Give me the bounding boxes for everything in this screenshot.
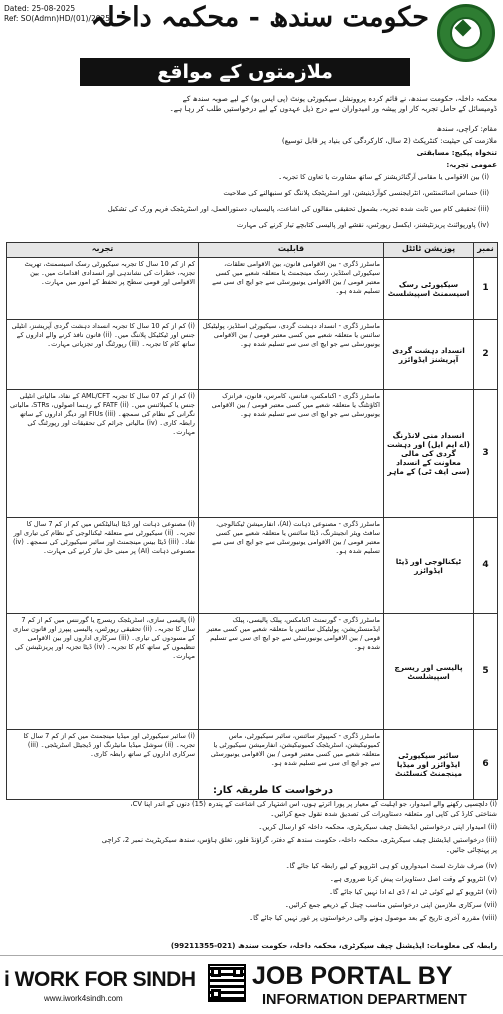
qualification-cell: ماسٹرز ڈگری - بین الاقوامی قانون، بین الاقوامی تعلقات، سیکیورٹی اسٹڈیز، رسک مینجمنٹ یا متعلقہ شعبے میں کسی معتبر قومی / بین الاقوامی یونیورسٹی سے جو ایچ ای سی سے تسلیم شدہ ہو۔ xyxy=(199,258,384,320)
header xyxy=(0,0,503,92)
application-step: (v) انٹرویو کے وقت اصل دستاویزات پیش کرنا ضروری ہے۔ xyxy=(329,875,497,883)
intro-line-2: ڈومیسائل کے حامل تجربہ کار اور پیشہ ور امیدواران سے درج ذیل عہدوں کے لیے درخواستیں طلب کر رہا ہے۔ xyxy=(169,104,497,113)
government-title: حکومت سندھ - محکمہ داخلہ xyxy=(90,2,429,33)
location: مقام: کراچی، سندھ xyxy=(436,124,497,133)
column-header-experience: تجربہ xyxy=(7,243,199,258)
general-experience-heading: عمومی تجربہ: xyxy=(446,160,497,169)
employment-status: ملازمت کی حیثیت: کنٹریکٹ (2 سال، کارکردگی کی بنیاد پر قابل توسیع) xyxy=(281,136,497,145)
table-row xyxy=(7,320,498,390)
row-number: 4 xyxy=(474,518,498,614)
table-row xyxy=(7,390,498,518)
general-experience-item: (iv) پاورپوائنٹ پریزنٹیشنز، ایکسل رپورٹس، نقشے اور پالیسی کتابچے تیار کرنے کی مہارت xyxy=(236,221,489,229)
row-number: 2 xyxy=(474,320,498,390)
column-header-position-title: پوزیشن ٹائٹل xyxy=(384,243,474,258)
application-step: (ii) امیدوار اپنی درخواستیں ایڈیشنل چیف سیکریٹری، محکمہ داخلہ کو ارسال کریں۔ xyxy=(258,823,497,831)
qualification-cell: ماسٹرز ڈگری - کمپیوٹر سائنس، سائبر سیکیورٹی، ماس کمیونیکیشن، اسٹریٹجک کمیونیکیشن، انفارمیشن سیکیورٹی یا متعلقہ شعبے میں کسی معتبر قومی / بین الاقوامی یونیورسٹی سے جو ایچ ای سی سے تسلیم شدہ ہو۔ xyxy=(199,730,384,800)
row-number: 3 xyxy=(474,390,498,518)
position-title: انسداد دہشت گردی آپریشنز ایڈوائزر xyxy=(384,320,474,390)
qr-code-icon[interactable] xyxy=(208,964,246,1002)
qualification-cell: ماسٹرز ڈگری - انسداد دہشت گردی، سیکیورٹی اسٹڈیز، پولیٹیکل سائنس یا متعلقہ شعبے میں کسی معتبر قومی / بین الاقوامی یونیورسٹی سے جو ایچ ای سی سے تسلیم شدہ ہو۔ xyxy=(199,320,384,390)
sindh-government-emblem-icon xyxy=(437,4,495,62)
application-procedure-heading: درخواست کا طریقہ کار: xyxy=(212,785,333,796)
general-experience-item: (i) بین الاقوامی یا مقامی آرگنائزیشنز کے ساتھ مشاورت یا تعاون کا تجربہ۔ xyxy=(278,173,489,181)
reference-number: Ref: SO(Admn)HD/(01)/2025 xyxy=(4,14,111,23)
table-row xyxy=(7,518,498,614)
qualification-cell: ماسٹرز ڈگری - اکنامکس، فنانس، کامرس، قانون، فرانزک اکاؤنٹنگ یا متعلقہ شعبے میں کسی معتبر قومی / بین الاقوامی یونیورسٹی سے جو ایچ ای سی سے تسلیم شدہ ہو۔ xyxy=(199,390,384,518)
general-experience-item: (iii) تحقیقی کام میں ثابت شدہ تجربہ، بشمول تحقیقی مقالوں کی اشاعت، پالیسیاں، دستورالعمل، اور اسٹریٹجک فریم ورک کی تشکیل xyxy=(107,205,489,213)
information-department-title: INFORMATION DEPARTMENT xyxy=(262,992,467,1008)
position-title: پالیسی اور ریسرچ اسپیشلسٹ xyxy=(384,614,474,730)
salary-package: تنخواہ پیکیج: مسابقتی xyxy=(416,148,497,157)
position-title: سیکیورٹی رسک اسیسمنٹ اسپیشلسٹ xyxy=(384,258,474,320)
application-step: (iv) صرف شارٹ لسٹ امیدواروں کو ہی انٹرویو کے لیے رابطہ کیا جائے گا۔ xyxy=(285,862,497,870)
footer xyxy=(0,955,503,1014)
row-number: 5 xyxy=(474,614,498,730)
iwork-for-sindh-logo: i WORK FOR SINDH xyxy=(4,968,196,991)
application-step: (vii) سرکاری ملازمین اپنی درخواستیں مناسب چینل کے ذریعے جمع کرائیں۔ xyxy=(284,901,497,909)
position-title: انسداد منی لانڈرنگ (اے ایم ایل) اور دہشت گردی کی مالی معاونت کے انسداد (سی ایف ٹی) کے ماہر xyxy=(384,390,474,518)
experience-cell: کم از کم 10 سال کا تجربہ سیکیورٹی رسک اسیسمنٹ، تھریٹ تجزیہ، خطرات کی نشاندہی اور انسدادی اقدامات میں۔ بین الاقوامی اور قومی سطح پر تحفظ کے امور میں مہارت۔ xyxy=(7,258,199,320)
application-step: (vi) انٹرویو کے لیے کوئی ٹی اے / ڈی اے ادا نہیں کیا جائے گا۔ xyxy=(328,888,497,896)
positions-table xyxy=(6,242,498,800)
experience-cell: (i) پالیسی سازی، اسٹریٹجک ریسرچ یا گورننس میں کم از کم 7 سال کا تجربہ۔ (ii) تحقیقی رپورٹس، پالیسی پیپرز اور قانون سازی کے مسودوں کی تیاری۔ (iii) سرکاری اداروں اور بین الاقوامی تنظیموں کے ساتھ کام کا تجربہ۔ (iv) ڈیٹا تجزیہ اور پریزنٹیشن کی مہارت۔ xyxy=(7,614,199,730)
application-step: (viii) مقررہ آخری تاریخ کے بعد موصول ہونے والی درخواستوں پر غور نہیں کیا جائے گا۔ xyxy=(249,914,497,922)
application-step: (iii) درخواستیں ایڈیشنل چیف سیکریٹری، محکمہ داخلہ، حکومت سندھ کے دفتر، گراؤنڈ فلور، تغلق ہاؤس، سندھ سیکریٹریٹ نمبر 2، کراچی xyxy=(101,836,497,844)
experience-cell: (i) کم از کم 10 سال کا تجربہ انسداد دہشت گردی آپریشنز، انٹیلی جنس اور ٹیکٹیکل پلاننگ میں۔ (ii) قانون نافذ کرنے والے اداروں کے ساتھ کام کا تجربہ۔ (iii) رپورٹنگ اور تجزیاتی مہارت۔ xyxy=(7,320,199,390)
application-step: پر پہنچائی جائیں۔ xyxy=(445,846,497,854)
jobs-banner: ملازمتوں کے مواقع xyxy=(80,58,410,86)
experience-cell: (i) مصنوعی ذہانت اور ڈیٹا اینالیٹکس میں کم از کم 7 سال کا تجربہ۔ (ii) سیکیورٹی سے متعلقہ ٹیکنالوجی کے نظام کی تیاری اور نفاذ۔ (iii) ڈیٹا بیس مینجمنٹ اور سائبر سیکیورٹی کی سمجھ۔ (iv) مصنوعی ذہانت (AI) پر مبنی حل تیار کرنے کی مہارت۔ xyxy=(7,518,199,614)
qualification-cell: ماسٹرز ڈگری - گورنمنٹ اکنامکس، پبلک پالیسی، پبلک ایڈمنسٹریشن، پولیٹیکل سائنس یا متعلقہ شعبے میں کسی معتبر قومی / بین الاقوامی یونیورسٹی سے جو ایچ ای سی سے تسلیم شدہ ہو۔ xyxy=(199,614,384,730)
general-experience-item: (ii) حساس اسائنمنٹس، انٹرایجنسی کوآرڈینیشن، اور اسٹریٹجک پلاننگ کو سنبھالنے کی صلاحیت xyxy=(223,189,489,197)
table-row xyxy=(7,614,498,730)
experience-cell: (i) سائبر سیکیورٹی اور میڈیا مینجمنٹ میں کم از کم 7 سال کا تجربہ۔ (ii) سوشل میڈیا مانیٹرنگ اور ڈیجیٹل اسٹریٹجی۔ (iii) سرکاری اداروں کے ساتھ رابطہ کاری۔ xyxy=(7,730,199,800)
job-portal-title: JOB PORTAL BY xyxy=(252,962,453,990)
dated-text: Dated: 25-08-2025 xyxy=(4,4,76,13)
table-header-row xyxy=(7,243,498,258)
application-step: شناختی کارڈ کی کاپی اور متعلقہ دستاویزات کی تصدیق شدہ نقول جمع کرائیں۔ xyxy=(270,810,497,818)
contact-information: رابطہ کی معلومات: ایڈیشنل چیف سیکرٹری، محکمہ داخلہ، حکومت سندھ (021-99211355) xyxy=(170,941,497,950)
qualification-cell: ماسٹرز ڈگری - مصنوعی ذہانت (AI)، انفارمیشن ٹیکنالوجی، سافٹ ویئر انجینئرنگ، ڈیٹا سائنس یا متعلقہ شعبے میں کسی معتبر قومی / بین الاقوامی یونیورسٹی سے جو ایچ ای سی سے تسلیم شدہ ہو۔ xyxy=(199,518,384,614)
experience-cell: (i) کم از کم 07 سال کا تجربہ AML/CFT کے نفاذ، مالیاتی انٹیلی جنس یا کمپلائنس میں۔ (ii) FATF کے رہنما اصولوں، STRs، مالیاتی نگرانی کے نظام کی سمجھ۔ (iii) FIUs اور دیگر اداروں کے ساتھ رابطہ کاری۔ (iv) مالیاتی جرائم کی تحقیقات اور رپورٹنگ کی مہارت۔ xyxy=(7,390,199,518)
intro-line-1: محکمہ داخلہ، حکومت سندھ، نے قائم کردہ پروونشل سیکیورٹی یونٹ (پی ایس یو) کے لیے صوبہ سندھ کے xyxy=(182,94,497,103)
table-row xyxy=(7,258,498,320)
column-header-qualification: قابلیت xyxy=(199,243,384,258)
row-number: 1 xyxy=(474,258,498,320)
position-title: سائبر سیکیورٹی ایڈوائزر اور میڈیا مینجمنٹ کنسلٹنٹ xyxy=(384,730,474,800)
column-header-number: نمبر xyxy=(474,243,498,258)
row-number: 6 xyxy=(474,730,498,800)
iwork-website-link[interactable]: www.iwork4sindh.com xyxy=(44,994,123,1003)
application-step: (i) دلچسپی رکھنے والے امیدوار، جو اہلیت کے معیار پر پورا اترتے ہوں، اس اشتہار کی اشاعت کے پندرہ (15) دنوں کے اندر اپنا CV، xyxy=(130,800,497,808)
position-title: ٹیکنالوجی اور ڈیٹا ایڈوائزر xyxy=(384,518,474,614)
